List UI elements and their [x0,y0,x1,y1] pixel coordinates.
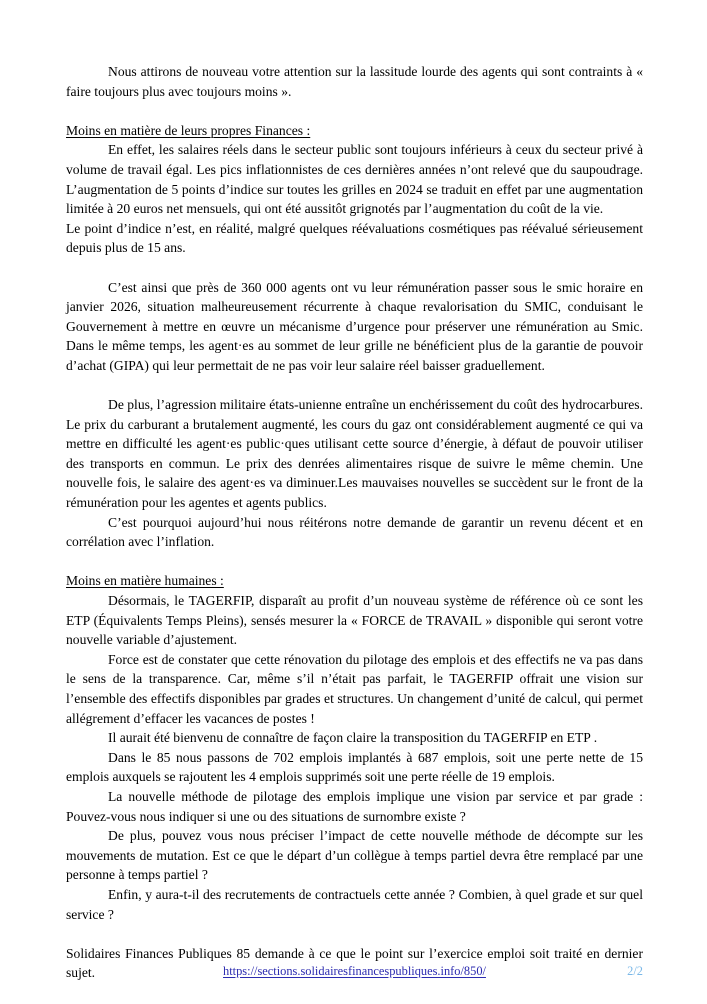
finances-paragraph-2: Le point d’indice n’est, en réalité, malgré quelques réévaluations cosmétiques pas réévalué sérieusement depuis plus de 15 ans. [66,220,643,256]
humaines-paragraph-7: Enfin, y aura-t-il des recrutements de contractuels cette année ? Combien, à quel grade et sur quel service ? [66,886,643,922]
section-heading-finances-text: Moins en matière de leurs propres Finances : [66,122,311,138]
intro-paragraph: Nous attirons de nouveau votre attention sur la lassitude lourde des agents qui sont contraints à « faire toujours plus avec toujours moins ». [66,64,643,99]
section-heading-humaines-text: Moins en matière humaines : [66,573,224,589]
humaines-paragraph-4: Dans le 85 nous passons de 702 emplois implantés à 687 emplois, soit une perte nette de 15 emplois auxquels se rajoutent les 4 emplois supprimés soit une perte réelle de 19 emplois. [66,749,643,785]
paragraph-spacer [66,258,643,278]
section-heading-humaines [66,571,643,591]
humaines-paragraph-2: Force est de constater que cette rénovation du pilotage des emplois et des effectifs ne va pas dans le sens de la transparence. Car, même s’il n’était pas parfait, le TAGERFIP offrait une vision sur l’ensemble des effectifs disponibles par grades et structures. Un changement d’unité de calcul, qui permet allégrement d’effacer les vacances de postes ! [66,651,643,726]
paragraph-spacer [66,101,643,121]
finances-paragraph-3: C’est ainsi que près de 360 000 agents ont vu leur rémunération passer sous le smic horaire en janvier 2026, situation malheureusement récurrente à chaque revalorisation du SMIC, conduisant le Gouvernement à mettre en œuvre un mécanisme d’urgence pour préserver une rémunération au Smic. Dans le même temps, les agent·es au sommet de leur grille ne bénéficient plus de la garantie de pouvoir d’achat (GIPA) qui leur permettait de ne pas voir leur salaire réel baisser graduellement. [66,279,643,373]
humaines-paragraph-6: De plus, pouvez vous nous préciser l’impact de cette nouvelle méthode de décompte sur les mouvements de mutation. Est ce que le départ d’un collègue à temps partiel devra être remplacé par une personne à temps partiel ? [66,828,643,883]
finances-paragraph-5: C’est pourquoi aujourd’hui nous réitérons notre demande de garantir un revenu décent et en corrélation avec l’inflation. [66,514,643,550]
paragraph-spacer [66,924,643,944]
humaines-paragraph-3: Il aurait été bienvenu de connaître de façon claire la transposition du TAGERFIP en ETP . [108,730,598,746]
finances-paragraph-4: De plus, l’agression militaire états-unienne entraîne un enchérissement du coût des hydrocarbures. Le prix du carburant a brutalement augmenté, les cours du gaz ont considérablement augmenté ce qui va mettre en difficulté les agent·es public·ques utilisant cette source d’énergie, à défaut de pouvoir utiliser des transports en commun. Le prix des denrées alimentaires risque de suivre le même chemin. Une nouvelle fois, le salaire des agent·es va diminuer.Les mauvaises nouvelles se succèdent sur le front de la rémunération pour les agentes et agents publics. [66,397,643,511]
section-heading-finances [66,121,643,141]
footer-page-number: 2/2 [627,964,643,978]
paragraph-spacer [66,376,643,396]
paragraph-spacer [66,552,643,572]
page-footer [66,962,643,984]
closing-paragraph: Solidaires Finances Publiques 85 demande à ce que le point sur l’exercice emploi soit traité en dernier sujet. [66,945,643,981]
finances-paragraph-1: En effet, les salaires réels dans le secteur public sont toujours inférieurs à ceux du secteur privé à volume de travail égal. Les pics inflationnistes de ces dernières années n’ont relevé que du saupoudrage. L’augmentation de 5 points d’indice sur toutes les grilles en 2024 se traduit en effet par une augmentation limitée à 20 euros net mensuels, qui ont été aussitôt grignotés par l’augmentation du coût de la vie. [66,142,643,217]
document-body [66,62,643,983]
humaines-paragraph-5: La nouvelle méthode de pilotage des emplois implique une vision par service et par grade : Pouvez-vous nous indiquer si une ou des situations de surnombre existe ? [66,788,643,824]
humaines-paragraph-1: Désormais, le TAGERFIP, disparaît au profit d’un nouveau système de référence où ce sont les ETP (Équivalents Temps Pleins), sensés mesurer la « FORCE de TRAVAIL » disponible qui seront votre nouvelle variable d’ajustement. [66,593,643,648]
footer-url-link[interactable]: https://sections.solidairesfinancespubliques.info/850/ [223,964,486,978]
